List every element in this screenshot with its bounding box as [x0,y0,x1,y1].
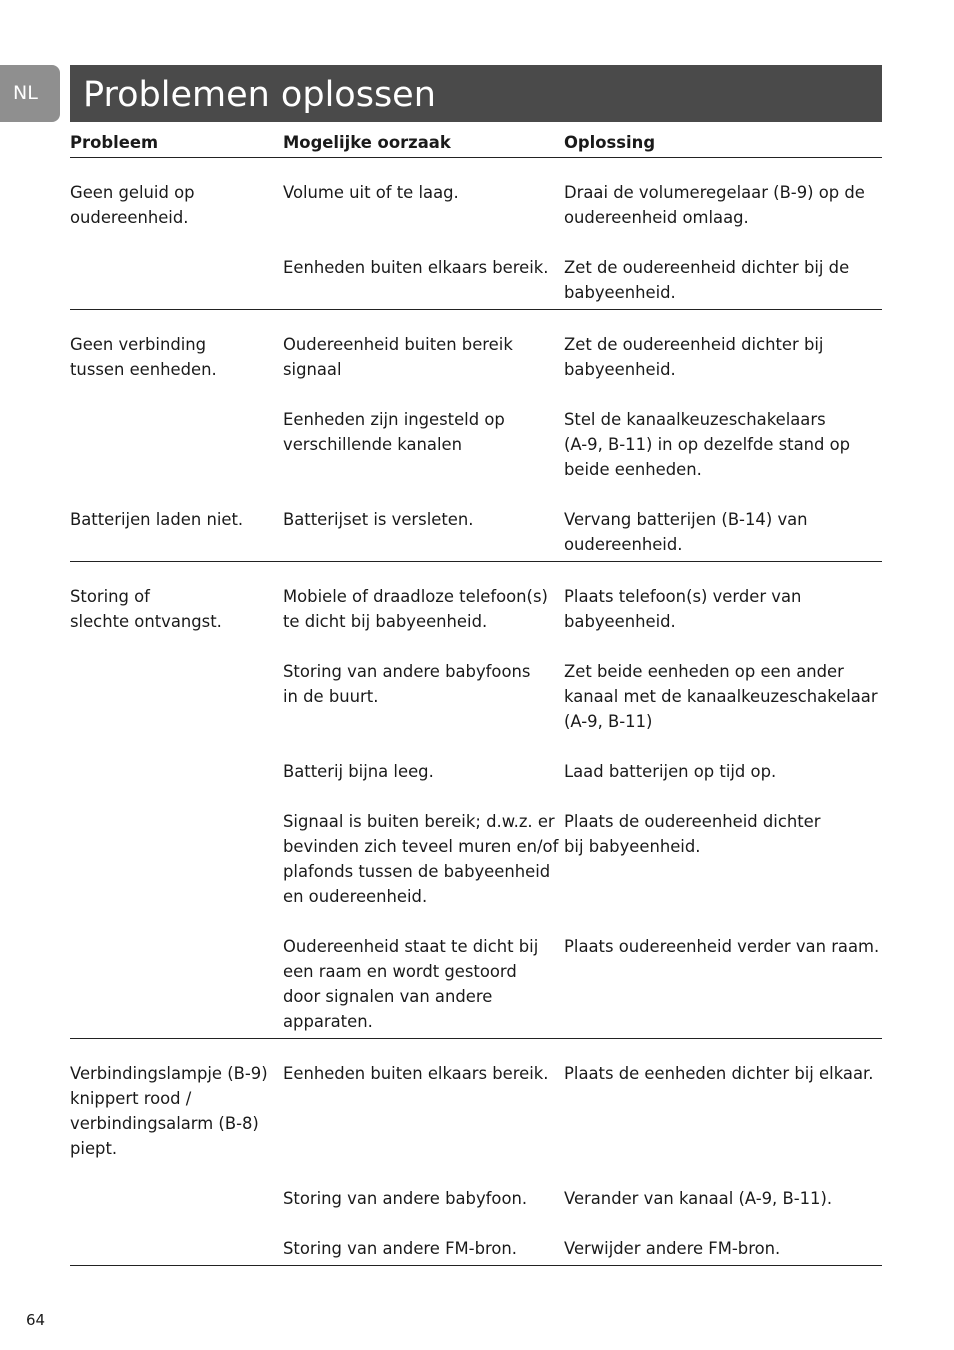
solution-cell: Plaats de eenheden dichter bij elkaar. [564,1064,874,1083]
cause-cell: Mobiele of draadloze telefoon(s) te dicht bij babyeenheid. [283,587,548,631]
page-number: 64 [26,1311,46,1329]
solution-cell: Verander van kanaal (A-9, B-11). [564,1189,833,1208]
cause-cell: Storing van andere babyfoons in de buurt. [283,662,531,706]
solution-cell: Zet de oudereenheid dichter bij babyeenheid. [564,335,824,379]
table-row [70,759,882,784]
problem-cell: Verbindingslampje (B-9) knippert rood / verbindingsalarm (B-8) piept. [70,1064,268,1158]
cause-cell: Volume uit of te laag. [283,183,459,202]
cause-cell: Eenheden buiten elkaars bereik. [283,1064,549,1083]
solution-cell: Plaats oudereenheid verder van raam. [564,937,880,956]
table-row [70,1061,882,1161]
header-solution: Oplossing [564,133,656,152]
cause-cell: Oudereenheid staat te dicht bij een raam en wordt gestoord door signalen van andere apparaten. [283,937,539,1031]
language-tab: NL [0,65,60,122]
table-group [70,310,882,562]
table-group [70,562,882,1039]
problem-cell: Batterijen laden niet. [70,510,244,529]
table-row [70,507,882,557]
troubleshooting-table [70,130,882,1266]
table-row [70,1186,882,1211]
cause-cell: Oudereenheid buiten bereik signaal [283,335,513,379]
problem-cell [70,1236,283,1261]
table-body [70,158,882,1266]
cause-cell: Eenheden zijn ingesteld op verschillende kanalen [283,410,505,454]
table-row [70,584,882,634]
table-group [70,1039,882,1266]
problem-cell [70,659,283,734]
table-row [70,809,882,909]
problem-cell: Geen verbinding tussen eenheden. [70,335,217,379]
table-row [70,659,882,734]
table-row [70,934,882,1034]
solution-cell: Draai de volumeregelaar (B-9) op de oudereenheid omlaag. [564,183,865,227]
table-group [70,158,882,310]
header-cause: Mogelijke oorzaak [283,133,451,152]
table-row [70,255,882,305]
solution-cell: Zet de oudereenheid dichter bij de babyeenheid. [564,258,850,302]
header-problem: Probleem [70,133,159,152]
table-row [70,332,882,382]
solution-cell: Vervang batterijen (B-14) van oudereenheid. [564,510,808,554]
problem-cell: Storing of slechte ontvangst. [70,587,222,631]
problem-cell: Geen geluid op oudereenheid. [70,183,195,227]
problem-cell [70,809,283,909]
problem-cell [70,407,283,482]
solution-cell: Zet beide eenheden op een ander kanaal met de kanaalkeuzeschakelaar (A-9, B-11) [564,662,878,731]
table-row [70,407,882,482]
cause-cell: Signaal is buiten bereik; d.w.z. er bevinden zich teveel muren en/of plafonds tussen de babyeenheid en oudereenheid. [283,812,559,906]
cause-cell: Storing van andere FM-bron. [283,1239,517,1258]
table-row [70,1236,882,1261]
problem-cell [70,1186,283,1211]
problem-cell [70,255,283,305]
cause-cell: Eenheden buiten elkaars bereik. [283,258,549,277]
problem-cell [70,934,283,1034]
solution-cell: Plaats telefoon(s) verder van babyeenheid. [564,587,802,631]
problem-cell [70,759,283,784]
solution-cell: Plaats de oudereenheid dichter bij babyeenheid. [564,812,821,856]
cause-cell: Batterijset is versleten. [283,510,474,529]
cause-cell: Batterij bijna leeg. [283,762,434,781]
solution-cell: Verwijder andere FM-bron. [564,1239,781,1258]
table-header-row [70,130,882,158]
page-title: Problemen oplossen [70,65,882,122]
cause-cell: Storing van andere babyfoon. [283,1189,528,1208]
solution-cell: Stel de kanaalkeuzeschakelaars (A-9, B-11) in op dezelfde stand op beide eenheden. [564,410,851,479]
solution-cell: Laad batterijen op tijd op. [564,762,777,781]
table-row [70,180,882,230]
